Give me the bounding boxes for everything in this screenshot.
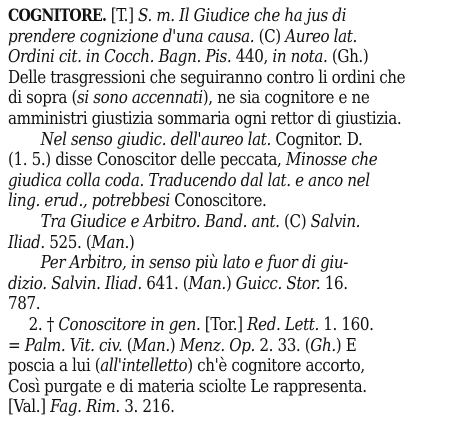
entry-line	[8, 233, 403, 254]
text-segment: (1. 5.) disse Conoscitor delle peccata,	[8, 150, 286, 171]
text-segment: 2. †	[28, 314, 59, 335]
entry-line	[8, 191, 403, 212]
text-segment: 440,	[231, 47, 273, 68]
text-segment: all'intelletto	[100, 356, 188, 377]
text-segment: (	[122, 335, 133, 356]
text-segment: Salvin.	[310, 211, 361, 232]
headword: COGNITORE.	[8, 6, 107, 25]
text-segment: 3. 216.	[119, 397, 175, 418]
text-segment: Menz. Op.	[179, 335, 255, 356]
entry-line	[8, 88, 403, 109]
text-segment: 641. (	[141, 273, 189, 294]
text-segment: 16.	[320, 273, 348, 294]
entry-line	[8, 150, 403, 171]
text-segment: Così purgate e di materia sciolte Le rappresenta.	[8, 376, 367, 397]
entry-line	[8, 253, 403, 274]
entry-line	[8, 212, 403, 233]
text-segment: Palm. Vit. civ.	[24, 335, 123, 356]
text-segment: Per Arbitro, in senso più lato e fuor di giu-	[40, 253, 348, 274]
text-segment: (C)	[279, 211, 311, 232]
text-segment: =	[8, 335, 25, 356]
text-segment: Iliad.	[8, 232, 45, 253]
text-segment: (C)	[254, 26, 286, 47]
text-segment: Minosse che	[285, 150, 378, 171]
text-segment: in nota.	[272, 47, 328, 68]
text-segment: Man.	[188, 273, 226, 294]
text-segment: )	[225, 273, 236, 294]
text-segment: Conoscitore.	[169, 191, 267, 212]
text-segment: 525. (	[44, 232, 92, 253]
text-segment: giudica colla coda. Traducendo dal lat. e anco nel	[8, 170, 370, 191]
text-segment: S. m. Il Giudice che ha jus di	[138, 6, 347, 26]
text-segment: poscia a lui (	[8, 356, 101, 377]
text-segment: 2. 33. (	[254, 335, 311, 356]
text-segment: Delle trasgressioni che seguiranno contro li ordini che	[8, 67, 406, 88]
text-segment: ling. erud., potrebbesi	[8, 191, 170, 212]
text-segment: ), ne sia cognitore e ne	[202, 88, 370, 109]
text-segment: Fag. Rim.	[50, 397, 120, 418]
text-segment: di sopra (	[8, 88, 78, 109]
text-segment: (Gh.)	[327, 47, 369, 68]
text-segment: dizio. Salvin. Iliad.	[8, 273, 142, 294]
entry-line	[8, 47, 403, 68]
text-segment: Cognitor. D.	[270, 129, 363, 150]
text-segment: Tra Giudice e Arbitro. Band. ant.	[40, 211, 280, 232]
text-segment: Aureo lat.	[285, 26, 357, 47]
entry-line	[8, 27, 403, 48]
text-segment: Gh.	[310, 335, 336, 356]
text-segment: Nel senso giudic. dell'aureo lat.	[40, 129, 271, 150]
text-segment: )	[128, 232, 135, 253]
entry-line	[8, 274, 403, 295]
entry-line	[8, 336, 403, 357]
text-segment: [Tor.]	[200, 314, 248, 335]
text-segment: si sono accennati	[77, 88, 203, 109]
text-segment: Man.	[132, 335, 170, 356]
text-segment: ) E	[335, 335, 357, 356]
entry-line	[8, 130, 403, 151]
entry-line	[8, 6, 403, 27]
text-segment: )	[169, 335, 180, 356]
text-segment: ) ch'è cognitore accorto,	[187, 356, 365, 377]
text-segment: Red. Lett.	[247, 314, 319, 335]
text-segment: Guicc. Stor.	[235, 273, 321, 294]
entry-line	[8, 377, 403, 398]
entry-line	[8, 109, 403, 130]
entry-line	[8, 356, 403, 377]
text-segment: [Val.]	[8, 397, 51, 418]
entry-line	[8, 294, 403, 315]
text-segment: prendere cognizione d'una causa.	[8, 26, 255, 47]
text-segment: Man.	[91, 232, 129, 253]
text-segment: amministri giustizia sommaria ogni rettor di giustizia.	[8, 108, 402, 129]
text-segment: Ordini cit. in Cocch. Bagn. Pis.	[8, 47, 232, 68]
text-segment: [T.]	[106, 6, 139, 26]
text-segment: Conoscitore in gen.	[58, 314, 201, 335]
entry-line	[8, 397, 403, 418]
text-segment: 787.	[8, 294, 41, 315]
text-segment: 1. 160.	[318, 314, 374, 335]
entry-line	[8, 67, 406, 89]
entry-line	[8, 315, 403, 336]
entry-line	[8, 171, 403, 192]
